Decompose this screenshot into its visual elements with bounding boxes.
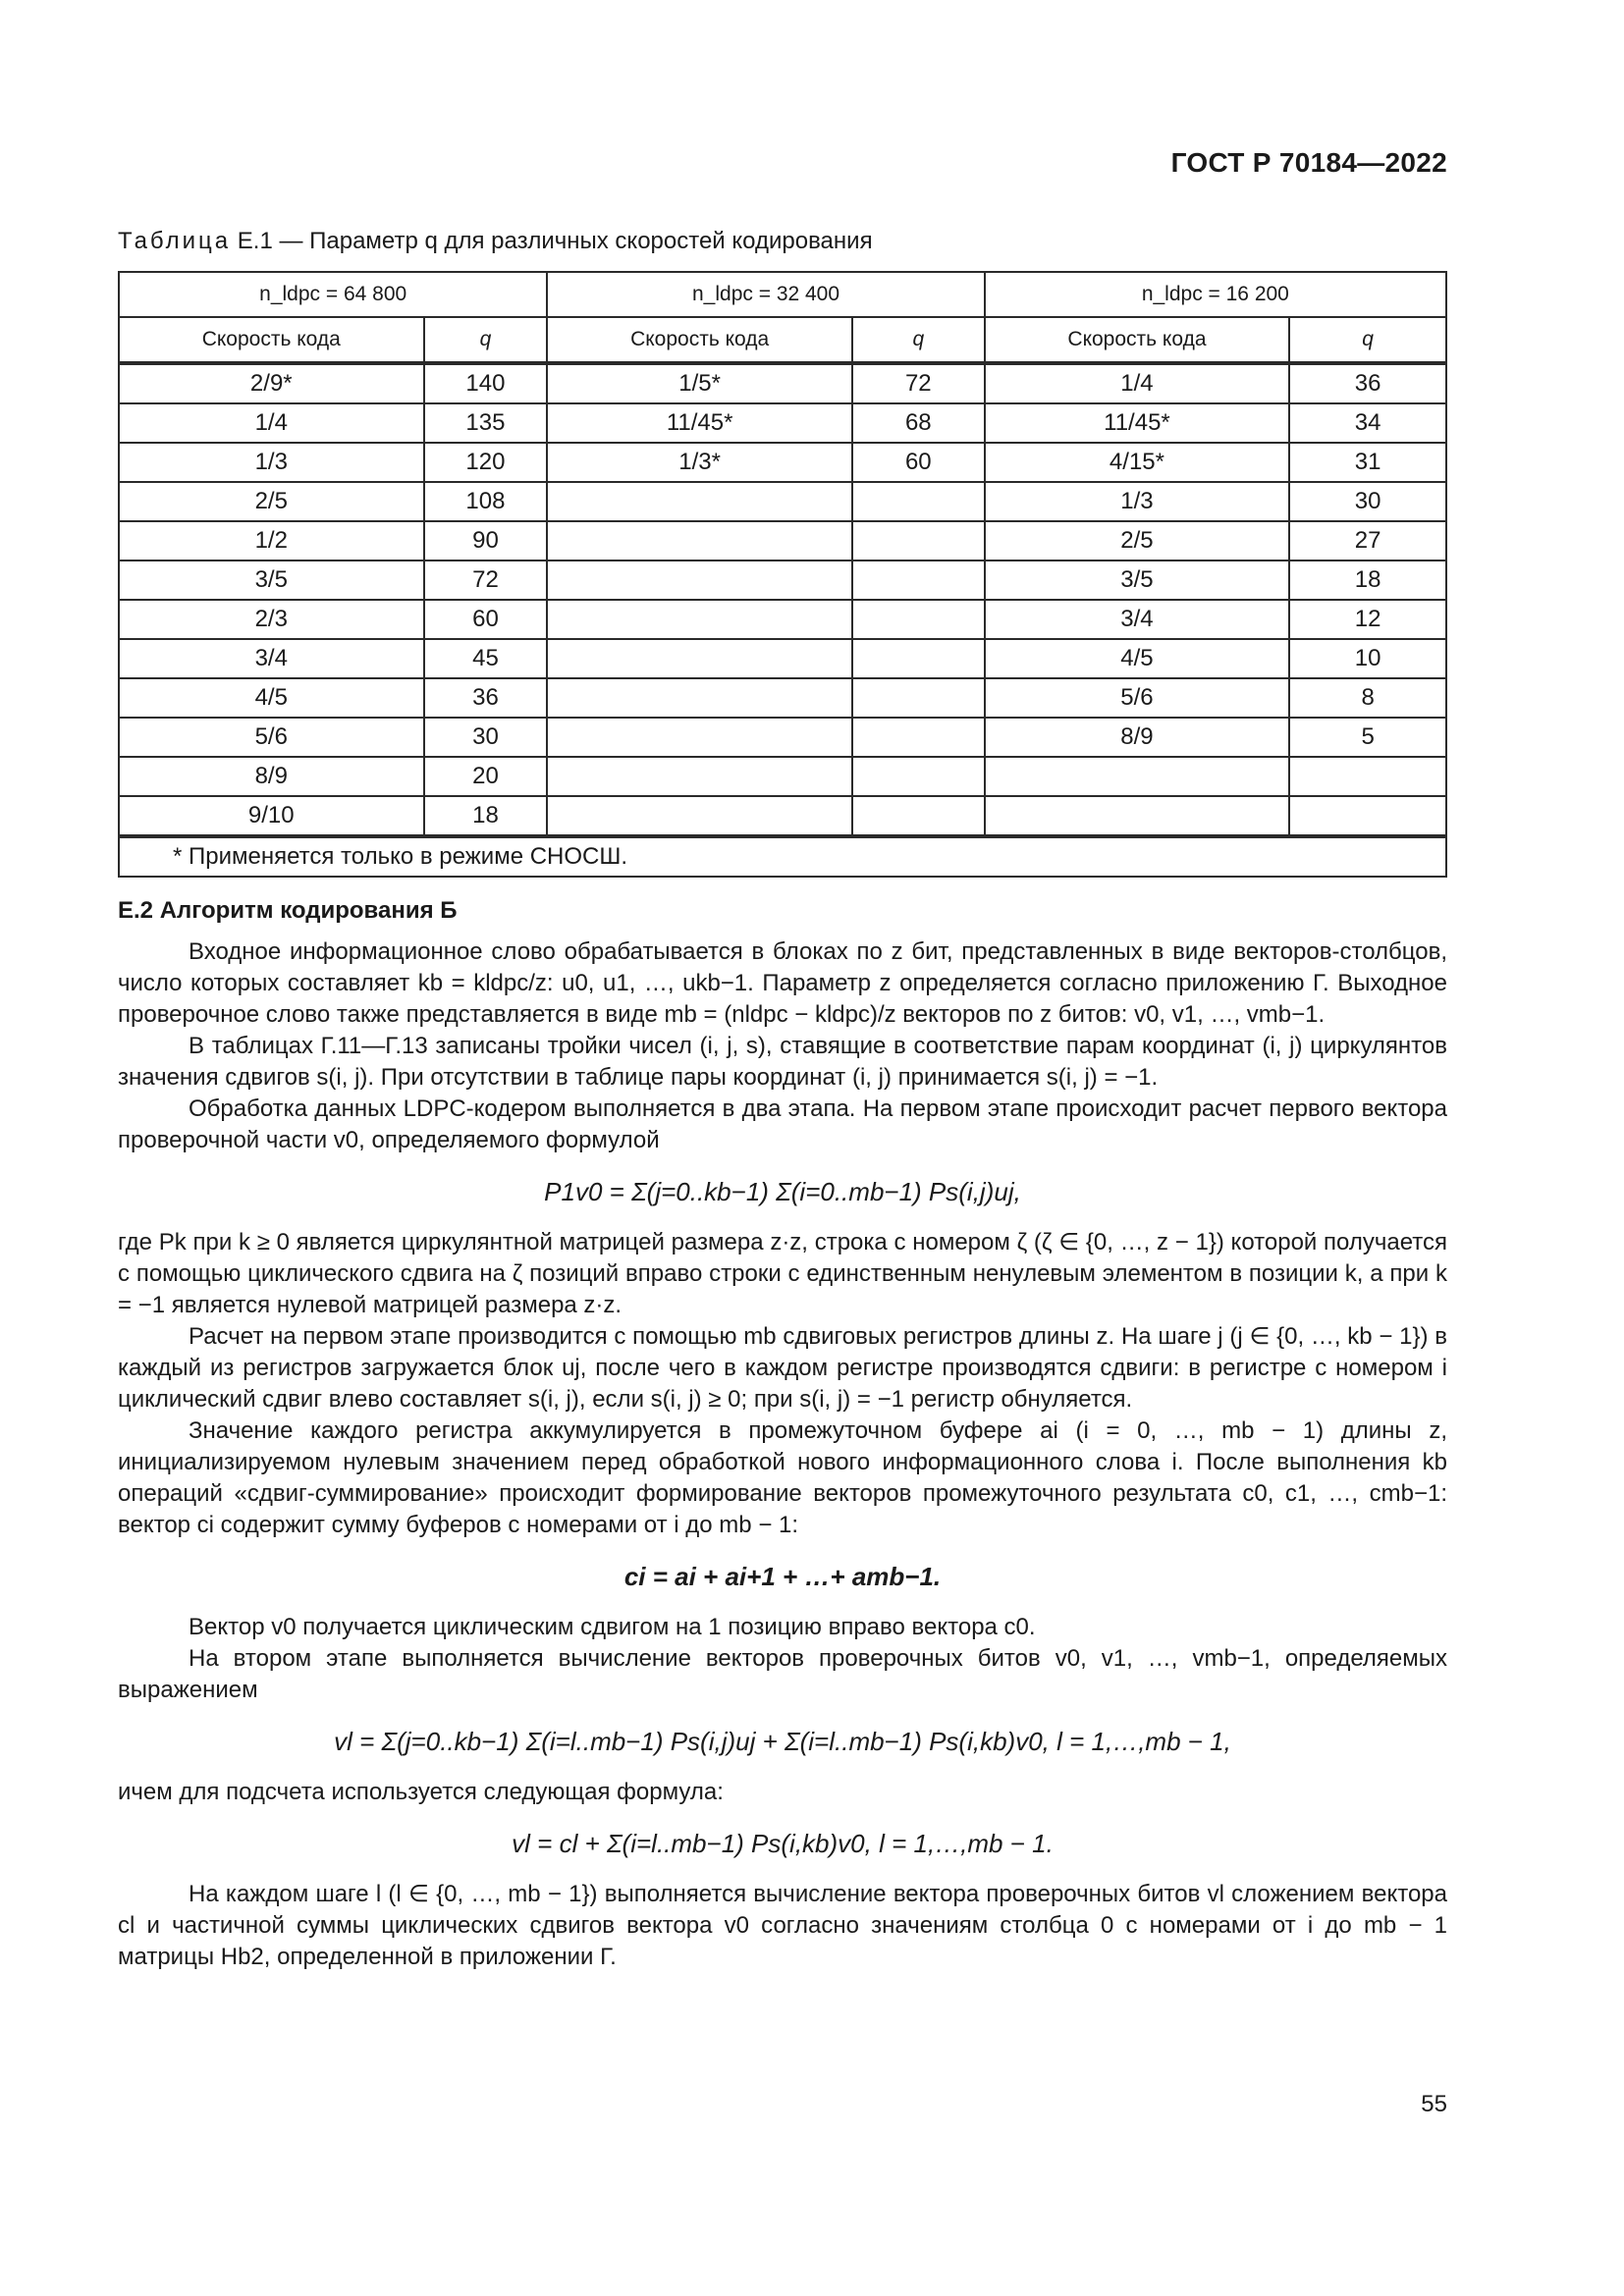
table-cell <box>852 521 985 561</box>
table-cell: 60 <box>424 600 548 639</box>
table-cell <box>852 757 985 796</box>
table-cell: 8/9 <box>985 718 1290 757</box>
column-header: Скорость кода <box>119 317 424 363</box>
table-row <box>119 443 1446 482</box>
table-cell: 1/3 <box>985 482 1290 521</box>
table-cell <box>852 561 985 600</box>
table-cell <box>547 757 852 796</box>
table-cell: 3/5 <box>985 561 1290 600</box>
table-cell <box>547 718 852 757</box>
table-cell <box>547 561 852 600</box>
formula: P1v0 = Σ(j=0..kb−1) Σ(i=0..mb−1) Ps(i,j)uj, <box>544 1177 1021 1206</box>
table-row <box>119 403 1446 443</box>
table-cell: 9/10 <box>119 796 424 836</box>
table-cell: 8/9 <box>119 757 424 796</box>
table-cell: 72 <box>424 561 548 600</box>
table-cell <box>547 521 852 561</box>
table-cell <box>985 757 1290 796</box>
table-row <box>119 757 1446 796</box>
table-cell: 1/4 <box>985 363 1290 403</box>
table-cell <box>985 796 1290 836</box>
paragraph: На каждом шаге l (l ∈ {0, …, mb − 1}) выполняется вычисление вектора проверочных битов vl сложением вектора cl и частичной суммы циклических сдвигов вектора v0 согласно значениям столбца 0 с номерами от i до mb − 1 матрицы Hb2, определенной в приложении Г. <box>118 1881 1447 1970</box>
table-group-header-row <box>119 272 1446 317</box>
table-cell: 1/3* <box>547 443 852 482</box>
table-column-header-row <box>119 317 1446 363</box>
table-row <box>119 363 1446 403</box>
table-cell: 10 <box>1289 639 1446 678</box>
table-cell: 3/5 <box>119 561 424 600</box>
column-header: Скорость кода <box>985 317 1290 363</box>
table-cell <box>852 718 985 757</box>
table-cell: 120 <box>424 443 548 482</box>
table-cell <box>1289 757 1446 796</box>
group-header: n_ldpc = 32 400 <box>547 272 984 317</box>
table-cell: 20 <box>424 757 548 796</box>
table-cell <box>852 639 985 678</box>
column-header: q <box>852 317 985 363</box>
standard-number: ГОСТ Р 70184—2022 <box>1170 147 1447 178</box>
column-header: q <box>424 317 548 363</box>
section-body <box>118 895 1447 1973</box>
table-note: * Применяется только в режиме СНОСШ. <box>119 836 1446 877</box>
page-number: 55 <box>1421 2091 1447 2117</box>
table-cell <box>852 482 985 521</box>
group-header: n_ldpc = 64 800 <box>119 272 547 317</box>
table-cell: 90 <box>424 521 548 561</box>
table-cell: 36 <box>1289 363 1446 403</box>
table-cell: 12 <box>1289 600 1446 639</box>
table-cell: 1/5* <box>547 363 852 403</box>
table-cell: 18 <box>424 796 548 836</box>
table-cell <box>1289 796 1446 836</box>
table-row <box>119 600 1446 639</box>
table-cell: 108 <box>424 482 548 521</box>
table-cell: 34 <box>1289 403 1446 443</box>
paragraph: В таблицах Г.11—Г.13 записаны тройки чисел (i, j, s), ставящие в соответствие парам координат (i, j) циркулянтов значения сдвигов s(i, j). При отсутствии в таблице пары координат (i, j) принимается s(i, j) = −1. <box>118 1033 1447 1091</box>
rates-table <box>118 271 1447 878</box>
table-row <box>119 521 1446 561</box>
table-cell: 27 <box>1289 521 1446 561</box>
table-cell <box>852 678 985 718</box>
table-cell <box>547 482 852 521</box>
table-cell: 3/4 <box>985 600 1290 639</box>
table-cell <box>852 600 985 639</box>
paragraph: Расчет на первом этапе производится с помощью mb сдвиговых регистров длины z. На шаге j (j ∈ {0, …, kb − 1}) в каждый из регистров загружается блок uj, после чего в каждом регистре производятся сдвиги: в регистре с номером i циклический сдвиг влево составляет s(i, j), если s(i, j) ≥ 0; при s(i, j) = −1 регистр обнуляется. <box>118 1323 1447 1413</box>
table-cell: 72 <box>852 363 985 403</box>
table-cell: 140 <box>424 363 548 403</box>
column-header: q <box>1289 317 1446 363</box>
paragraph: Вектор v0 получается циклическим сдвигом на 1 позицию вправо вектора c0. <box>189 1614 1036 1640</box>
table-cell: 4/15* <box>985 443 1290 482</box>
table-cell: 2/5 <box>119 482 424 521</box>
table-note-row <box>119 836 1446 877</box>
table-cell: 45 <box>424 639 548 678</box>
table-cell: 30 <box>424 718 548 757</box>
column-header: Скорость кода <box>547 317 852 363</box>
formula: vl = Σ(j=0..kb−1) Σ(i=l..mb−1) Ps(i,j)uj + Σ(i=l..mb−1) Ps(i,kb)v0, l = 1,…,mb − 1, <box>334 1727 1231 1756</box>
table-cell <box>547 678 852 718</box>
table-cell: 3/4 <box>119 639 424 678</box>
table-cell: 11/45* <box>547 403 852 443</box>
table-row <box>119 561 1446 600</box>
paragraph: Входное информационное слово обрабатывается в блоках по z бит, представленных в виде векторов-столбцов, число которых составляет kb = kldpc/z: u0, u1, …, ukb−1. Параметр z определяется согласно приложению Г. Выходное проверочное слово также представляется в виде mb = (nldpc − kldpc)/z векторов по z битов: v0, v1, …, vmb−1. <box>118 938 1447 1028</box>
table-cell: 68 <box>852 403 985 443</box>
table-row <box>119 718 1446 757</box>
formula: vl = cl + Σ(i=l..mb−1) Ps(i,kb)v0, l = 1,…,mb − 1. <box>512 1829 1054 1858</box>
table-caption-text: Е.1 — Параметр q для различных скоростей кодирования <box>231 228 873 254</box>
formula: ci = ai + ai+1 + …+ amb−1. <box>623 1562 942 1591</box>
table-cell: 31 <box>1289 443 1446 482</box>
table-cell: 5 <box>1289 718 1446 757</box>
table-cell <box>547 796 852 836</box>
table-body <box>119 363 1446 836</box>
group-header: n_ldpc = 16 200 <box>985 272 1446 317</box>
paragraph: ичем для подсчета используется следующая формула: <box>118 1779 724 1805</box>
table-row <box>119 796 1446 836</box>
table-cell: 1/2 <box>119 521 424 561</box>
paragraph: Обработка данных LDPC-кодером выполняется в два этапа. На первом этапе происходит расчет первого вектора проверочной части v0, определяемого формулой <box>118 1095 1447 1153</box>
table-cell: 2/9* <box>119 363 424 403</box>
table-caption-label: Таблица <box>118 228 232 254</box>
table-cell: 11/45* <box>985 403 1290 443</box>
table-cell: 5/6 <box>119 718 424 757</box>
table-row <box>119 639 1446 678</box>
table-cell: 18 <box>1289 561 1446 600</box>
table-cell <box>547 639 852 678</box>
table-cell: 4/5 <box>985 639 1290 678</box>
table-cell <box>852 796 985 836</box>
table-cell: 8 <box>1289 678 1446 718</box>
table-caption <box>118 228 873 255</box>
table-cell: 5/6 <box>985 678 1290 718</box>
table-row <box>119 678 1446 718</box>
section-title: Е.2 Алгоритм кодирования Б <box>118 897 458 924</box>
table-cell: 1/3 <box>119 443 424 482</box>
table-cell: 30 <box>1289 482 1446 521</box>
paragraph: На втором этапе выполняется вычисление векторов проверочных битов v0, v1, …, vmb−1, определяемых выражением <box>118 1645 1447 1703</box>
paragraph: Значение каждого регистра аккумулируется в промежуточном буфере ai (i = 0, …, mb − 1) длины z, инициализируемом нулевым значением перед обработкой нового информационного слова i. После выполнения kb операций «сдвиг-суммирование» происходит формирование векторов промежуточного результата c0, c1, …, cmb−1: вектор ci содержит сумму буферов с номерами от i до mb − 1: <box>118 1417 1447 1538</box>
table-cell: 2/3 <box>119 600 424 639</box>
table-cell: 4/5 <box>119 678 424 718</box>
table-cell: 1/4 <box>119 403 424 443</box>
paragraph: где Pk при k ≥ 0 является циркулянтной матрицей размера z·z, строка с номером ζ (ζ ∈ {0, …, z − 1}) которой получается с помощью циклического сдвига на ζ позиций вправо строки с единственным ненулевым элементом в позиции k, а при k = −1 является нулевой матрицей размера z·z. <box>118 1229 1447 1318</box>
table-cell: 135 <box>424 403 548 443</box>
table-cell <box>547 600 852 639</box>
table-cell: 60 <box>852 443 985 482</box>
table-row <box>119 482 1446 521</box>
table-cell: 36 <box>424 678 548 718</box>
table-cell: 2/5 <box>985 521 1290 561</box>
